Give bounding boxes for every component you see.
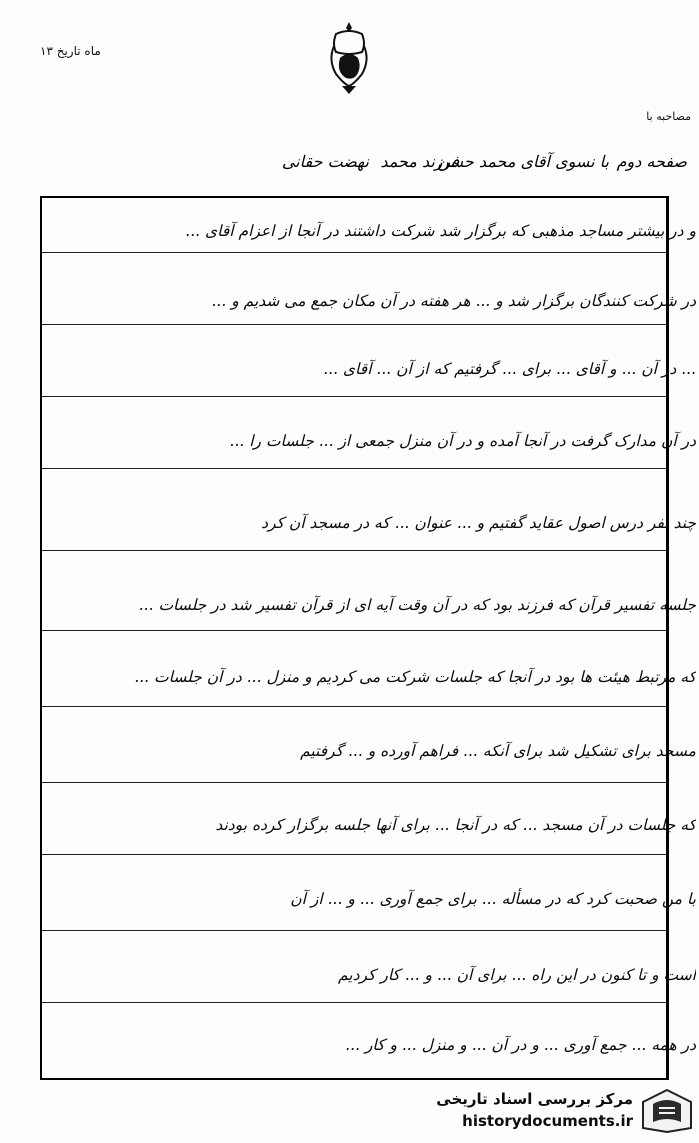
handwritten-line: و در بیشتر مساجد مذهبی که برگزار شد شرکت داشتند در آنجا از اعزام آقای ... <box>185 222 696 240</box>
lion-and-sun-emblem <box>322 20 376 96</box>
handwritten-line: مسجد برای تشکیل شد برای آنکه ... فراهم آورده و ... گرفتیم <box>300 742 696 760</box>
line-rule <box>42 1002 666 1003</box>
handwritten-line: جلسه تفسیر قرآن که فرزند بود که در آن وقت آیه ای از قرآن تفسیر شد در جلسات ... <box>138 596 696 614</box>
handwritten-line: که جلسات در آن مسجد ... که در آنجا ... برای آنها جلسه برگزار کرده بودند <box>215 816 696 834</box>
handwritten-line: با من صحبت کرد که در مسأله ... برای جمع آوری ... و ... از آن <box>290 890 696 908</box>
archive-logo-icon <box>641 1088 693 1134</box>
date-label: ۱۳ ماه تاریخ <box>40 44 101 58</box>
archive-watermark <box>403 1086 693 1138</box>
page-number-label: صفحه دوم <box>616 152 687 171</box>
interview-label: مصاحبه با <box>646 110 691 123</box>
line-rule <box>42 706 666 707</box>
father-name-field: فرزند محمد <box>380 152 459 171</box>
line-rule <box>42 782 666 783</box>
line-rule <box>42 396 666 397</box>
line-rule <box>42 252 666 253</box>
line-rule <box>42 854 666 855</box>
watermark-title: مرکز بررسی اسناد تاریخی <box>436 1090 633 1108</box>
handwritten-line: چند نفر درس اصول عقاید گفتیم و ... عنوان ... که در مسجد آن کرد <box>261 514 696 532</box>
handwritten-line: است و تا کنون در این راه ... برای آن ... و ... کار کردیم <box>337 966 696 984</box>
interviewee-name-field: با نسوی آقای محمد حسن <box>437 152 609 171</box>
line-rule <box>42 324 666 325</box>
line-rule <box>42 630 666 631</box>
watermark-url: historydocuments.ir <box>462 1112 633 1130</box>
line-rule <box>42 930 666 931</box>
handwritten-line: در آن مدارک گرفت در آنجا آمده و در آن منزل جمعی از ... جلسات را ... <box>229 432 696 450</box>
line-rule <box>42 468 666 469</box>
handwritten-line: ... در آن ... و آقای ... برای ... گرفتیم که از آن ... آقای ... <box>323 360 696 378</box>
line-rule <box>42 550 666 551</box>
movement-field: نهضت حقانی <box>281 152 369 171</box>
handwritten-line: در شرکت کنندگان برگزار شد و ... هر هفته در آن مکان جمع می شدیم و ... <box>211 292 696 310</box>
handwritten-body-frame <box>40 196 696 1080</box>
handwritten-line: که مرتبط هیئت ها بود در آنجا که جلسات شرکت می کردیم و منزل ... در آن جلسات ... <box>134 668 696 686</box>
handwritten-line: در همه ... جمع آوری ... و در آن ... و منزل ... و کار ... <box>345 1036 696 1054</box>
